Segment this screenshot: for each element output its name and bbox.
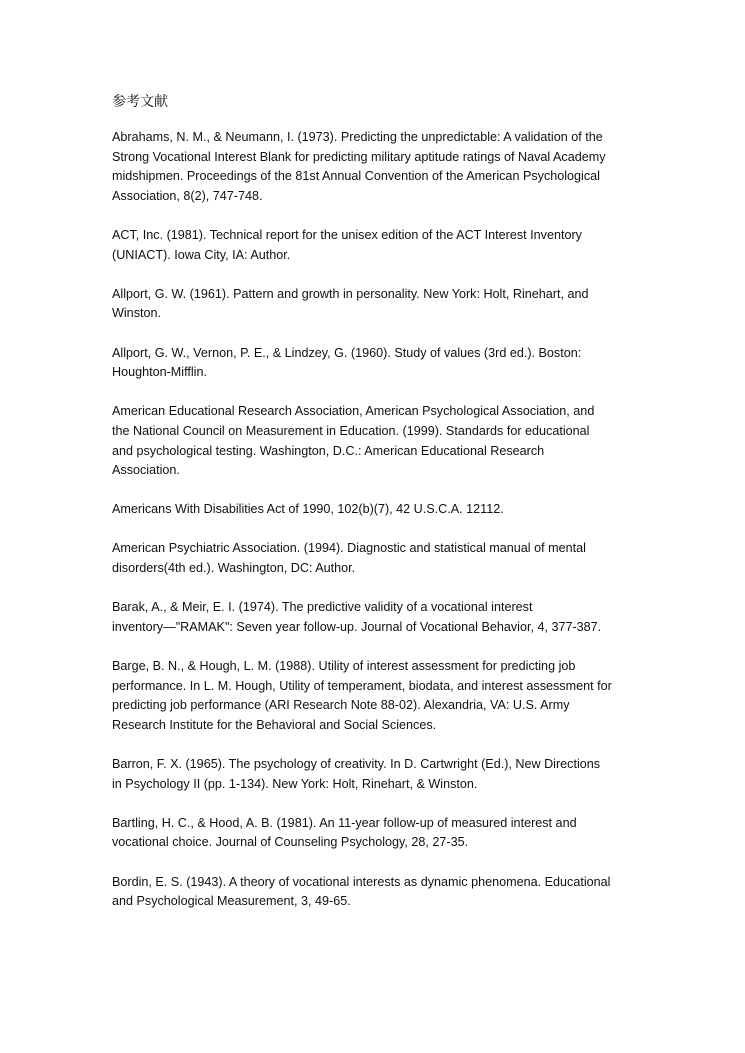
reference-line: Barak, A., & Meir, E. I. (1974). The predictive validity of a vocational interest <box>112 600 533 615</box>
reference-entry <box>112 344 652 383</box>
reference-entry <box>112 539 652 578</box>
reference-line: Americans With Disabilities Act of 1990, 102(b)(7), 42 U.S.C.A. 12112. <box>112 502 504 517</box>
reference-line: Allport, G. W. (1961). Pattern and growth in personality. New York: Holt, Rinehart, and <box>112 286 589 301</box>
reference-entry <box>112 657 652 735</box>
reference-entry <box>112 128 652 206</box>
reference-entry <box>112 814 652 853</box>
reference-line: American Psychiatric Association. (1994). Diagnostic and statistical manual of mental <box>112 541 586 556</box>
reference-line: the National Council on Measurement in Education. (1999). Standards for educational <box>112 423 590 438</box>
reference-line: Bordin, E. S. (1943). A theory of vocational interests as dynamic phenomena. Educational <box>112 874 611 889</box>
reference-line: midshipmen. Proceedings of the 81st Annual Convention of the American Psychological <box>112 169 600 184</box>
reference-line: Allport, G. W., Vernon, P. E., & Lindzey, G. (1960). Study of values (3rd ed.). Boston: <box>112 345 582 360</box>
reference-line: ACT, Inc. (1981). Technical report for the unisex edition of the ACT Interest Inventory <box>112 227 582 242</box>
references-heading: 参考文献 <box>112 94 168 110</box>
reference-line: inventory—"RAMAK": Seven year follow-up. Journal of Vocational Behavior, 4, 377-387. <box>112 619 602 634</box>
reference-line: predicting job performance (ARI Research Note 88-02). Alexandria, VA: U.S. Army <box>112 698 570 713</box>
reference-line: vocational choice. Journal of Counseling Psychology, 28, 27-35. <box>112 835 469 850</box>
reference-entry <box>112 755 652 794</box>
reference-line: Research Institute for the Behavioral and Social Sciences. <box>112 717 437 732</box>
reference-line: Association. <box>112 463 180 478</box>
reference-line: disorders(4th ed.). Washington, DC: Author. <box>112 561 356 576</box>
reference-line: Barron, F. X. (1965). The psychology of creativity. In D. Cartwright (Ed.), New Directions <box>112 757 601 771</box>
reference-line: Barge, B. N., & Hough, L. M. (1988). Utility of interest assessment for predicting job <box>112 659 576 674</box>
reference-line: Winston. <box>112 306 161 321</box>
reference-line: performance. In L. M. Hough, Utility of temperament, biodata, and interest assessment for <box>112 678 612 693</box>
reference-line: Houghton-Mifflin. <box>112 365 207 380</box>
reference-entry <box>112 598 652 637</box>
reference-line: and psychological testing. Washington, D.C.: American Educational Research <box>112 443 545 458</box>
reference-line: Abrahams, N. M., & Neumann, I. (1973). Predicting the unpredictable: A validation of the <box>112 130 603 144</box>
reference-entry <box>112 402 652 480</box>
reference-entry <box>112 873 652 912</box>
reference-line: Strong Vocational Interest Blank for predicting military aptitude ratings of Naval Academy <box>112 149 606 164</box>
reference-entry <box>112 226 652 265</box>
reference-line: and Psychological Measurement, 3, 49-65. <box>112 894 351 909</box>
reference-line: Bartling, H. C., & Hood, A. B. (1981). An 11-year follow-up of measured interest and <box>112 815 577 830</box>
reference-line: in Psychology II (pp. 1-134). New York: Holt, Rinehart, & Winston. <box>112 776 478 791</box>
reference-list <box>112 128 652 931</box>
reference-line: American Educational Research Association, American Psychological Association, and <box>112 404 595 419</box>
reference-line: (UNIACT). Iowa City, IA: Author. <box>112 247 291 262</box>
reference-entry <box>112 285 652 324</box>
reference-entry <box>112 500 652 520</box>
reference-line: Association, 8(2), 747-748. <box>112 188 263 203</box>
